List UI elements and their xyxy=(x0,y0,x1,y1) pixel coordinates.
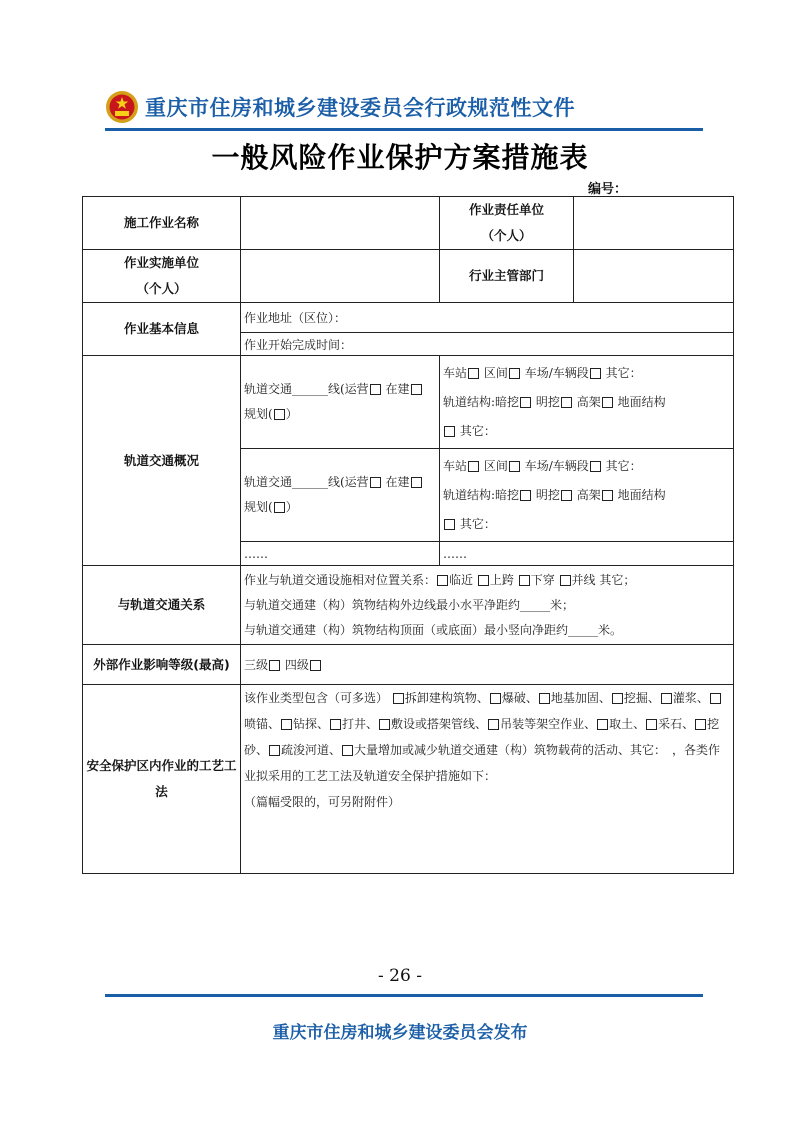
checkbox-dredge[interactable] xyxy=(269,745,280,756)
process-method-label: 安全保护区内作业的工艺工法 xyxy=(83,685,241,874)
pile-text: 打井、 xyxy=(342,717,379,731)
relation-line1: 作业与轨道交通设施相对位置关系： xyxy=(244,572,437,587)
elevated-text: 高架 xyxy=(576,487,601,502)
implementing-unit-label xyxy=(83,250,241,303)
checkbox-open-cut-2[interactable] xyxy=(561,490,572,501)
page-number: - 26 - xyxy=(378,966,422,986)
checkbox-stone[interactable] xyxy=(646,719,657,730)
checkbox-construction-2[interactable] xyxy=(411,477,422,488)
project-name-field[interactable] xyxy=(241,197,440,250)
level4-text: 四级 xyxy=(284,658,309,672)
relation-detail xyxy=(241,566,734,645)
responsible-unit-text: 作业责任单位 xyxy=(468,202,544,217)
row-impact xyxy=(83,645,734,685)
checkbox-drill[interactable] xyxy=(281,719,292,730)
risk-protection-form xyxy=(82,196,734,874)
other-structure-text: 其它： xyxy=(459,516,496,531)
rail-overview-label: 轨道交通概况 xyxy=(83,356,241,566)
row-relation xyxy=(83,566,734,645)
section-text: 区间 xyxy=(483,365,508,380)
checkbox-station-2[interactable] xyxy=(468,461,479,472)
checkbox-pipe[interactable] xyxy=(379,719,390,730)
ground-structure-text: 地面结构 xyxy=(617,394,666,409)
row-project xyxy=(83,197,734,250)
planned-text: 规划 xyxy=(244,407,269,421)
checkbox-elevated-2[interactable] xyxy=(602,490,613,501)
checkbox-blast[interactable] xyxy=(490,693,501,704)
station-text: 车站 xyxy=(443,458,468,473)
planned-text: 规划 xyxy=(244,500,269,514)
horizontal-distance-text: 与轨道交通建（构）筑物结构外边线最小水平净距约_____米； xyxy=(244,597,575,612)
project-name-label: 施工作业名称 xyxy=(83,197,241,250)
open-cut-text: 明挖 xyxy=(535,487,560,502)
implementing-unit-text: 作业实施单位 xyxy=(123,255,199,270)
implementing-unit-field[interactable] xyxy=(241,250,440,303)
more-lines-ellipsis: …… xyxy=(241,542,440,566)
checkbox-adjacent[interactable] xyxy=(437,575,448,586)
attachment-note: （篇幅受限的，可另附附件） xyxy=(244,795,401,809)
process-method-detail[interactable] xyxy=(241,685,734,874)
elevated-text: 高架 xyxy=(576,394,601,409)
grout-text: 灌浆、 xyxy=(672,691,709,705)
section-text: 区间 xyxy=(483,458,508,473)
foundation-text: 地基加固、 xyxy=(550,691,611,705)
industry-dept-label: 行业主管部门 xyxy=(440,250,574,303)
row-process xyxy=(83,685,734,874)
checkbox-crossing-over[interactable] xyxy=(478,575,489,586)
excavate-text: 挖掘、 xyxy=(623,691,660,705)
checkbox-section-2[interactable] xyxy=(509,461,520,472)
demolish-text: 拆卸建构筑物、 xyxy=(404,691,489,705)
header-rule xyxy=(105,128,703,131)
responsible-unit-label xyxy=(440,197,574,250)
time-field[interactable]: 作业开始完成时间： xyxy=(241,333,734,356)
structure-prefix: 轨道结构:暗挖 xyxy=(443,487,520,502)
checkbox-operating-1[interactable] xyxy=(370,384,381,395)
row-basic-info-1 xyxy=(83,303,734,333)
level3-text: 三级 xyxy=(244,658,269,672)
structure-prefix: 轨道结构:暗挖 xyxy=(443,394,520,409)
load-text: 大量增加或减少轨道交通建（构）筑物载荷的活动、其它： ，各类作业拟采用的工艺工法及轨道安全保护措施如下： xyxy=(244,743,721,783)
ground-structure-text: 地面结构 xyxy=(617,487,666,502)
checkbox-operating-2[interactable] xyxy=(370,477,381,488)
publisher-footer: 重庆市住房和城乡建设委员会发布 xyxy=(272,1023,528,1043)
process-intro: 该作业类型包含（可多选） xyxy=(244,691,389,705)
under-construction-text: 在建 xyxy=(385,475,410,489)
issuer-title: 重庆市住房和城乡建设委员会行政规范性文件 xyxy=(145,96,575,120)
other-relation-text: 其它； xyxy=(599,572,636,587)
checkbox-level4[interactable] xyxy=(310,660,321,671)
checkbox-shotcrete[interactable] xyxy=(710,693,721,704)
rail-line-prefix: 轨道交通______线(运营 xyxy=(244,382,369,396)
checkbox-crossing-under[interactable] xyxy=(519,575,530,586)
close-paren: ） xyxy=(285,500,298,514)
rail-line-1-status: 轨道交通______线(运营 在建 规划( ） xyxy=(241,356,440,449)
document-title: 一般风险作业保护方案措施表 xyxy=(211,141,589,174)
relation-label: 与轨道交通关系 xyxy=(83,566,241,645)
responsible-individual-text: （个人） xyxy=(481,228,532,243)
blast-text: 爆破、 xyxy=(501,691,538,705)
document-header xyxy=(105,86,705,128)
basic-info-label: 作业基本信息 xyxy=(83,303,241,356)
row-rail-line-1 xyxy=(83,356,734,449)
sand-text: 挖砂、 xyxy=(244,717,720,757)
crossing-over-text: 上跨 xyxy=(489,572,514,587)
rail-line-prefix: 轨道交通______线(运营 xyxy=(244,475,369,489)
rail-line-2-status: 轨道交通______线(运营 在建 规划( ） xyxy=(241,449,440,542)
crossing-under-text: 下穿 xyxy=(530,572,555,587)
checkbox-foundation[interactable] xyxy=(539,693,550,704)
impact-level-label: 外部作业影响等级(最高) xyxy=(83,645,241,685)
parallel-text: 并线 xyxy=(571,572,596,587)
checkbox-bored-2[interactable] xyxy=(520,490,531,501)
rail-line-1-detail xyxy=(440,356,734,449)
implementing-individual-text: （个人） xyxy=(136,281,187,296)
checkbox-ground-2[interactable] xyxy=(444,519,455,530)
checkbox-station-1[interactable] xyxy=(468,368,479,379)
drill-text: 钻探、 xyxy=(293,717,330,731)
checkbox-load[interactable] xyxy=(342,745,353,756)
other-structure-text: 其它： xyxy=(459,423,496,438)
checkbox-parallel[interactable] xyxy=(560,575,571,586)
serial-number-label: 编号： xyxy=(588,182,628,197)
checkbox-elevated-1[interactable] xyxy=(602,397,613,408)
checkbox-hoist[interactable] xyxy=(488,719,499,730)
vertical-distance-text: 与轨道交通建（构）筑物结构顶面（或底面）最小竖向净距约_____米。 xyxy=(244,622,623,637)
row-implementing xyxy=(83,250,734,303)
checkbox-excavate[interactable] xyxy=(612,693,623,704)
open-cut-text: 明挖 xyxy=(535,394,560,409)
national-emblem-icon xyxy=(105,90,139,124)
address-field[interactable]: 作业地址（区位）： xyxy=(241,303,734,333)
rail-line-2-detail xyxy=(440,449,734,542)
checkbox-ground-1[interactable] xyxy=(444,426,455,437)
responsible-unit-field[interactable] xyxy=(574,197,734,250)
adjacent-text: 临近 xyxy=(449,572,474,587)
checkbox-section-1[interactable] xyxy=(509,368,520,379)
checkbox-planned-2[interactable] xyxy=(274,502,285,513)
more-details-ellipsis: …… xyxy=(440,542,734,566)
checkbox-soil[interactable] xyxy=(597,719,608,730)
impact-level-options xyxy=(241,645,734,685)
soil-text: 取土、 xyxy=(609,717,646,731)
under-construction-text: 在建 xyxy=(385,382,410,396)
footer-rule xyxy=(105,994,703,997)
station-text: 车站 xyxy=(443,365,468,380)
depot-text: 车场/车辆段 xyxy=(524,365,589,380)
checkbox-depot-1[interactable] xyxy=(590,368,601,379)
checkbox-planned-1[interactable] xyxy=(274,409,285,420)
stone-text: 采石、 xyxy=(658,717,695,731)
checkbox-depot-2[interactable] xyxy=(590,461,601,472)
checkbox-construction-1[interactable] xyxy=(411,384,422,395)
hoist-text: 吊装等架空作业、 xyxy=(500,717,597,731)
checkbox-demolish[interactable] xyxy=(393,693,404,704)
pipe-text: 敷设或搭架管线、 xyxy=(391,717,488,731)
depot-text: 车场/车辆段 xyxy=(524,458,589,473)
close-paren: ） xyxy=(285,407,298,421)
dredge-text: 疏浚河道、 xyxy=(281,743,342,757)
other-text: 其它： xyxy=(605,458,642,473)
shotcrete-text: 喷锚、 xyxy=(244,717,281,731)
checkbox-bored-1[interactable] xyxy=(520,397,531,408)
industry-dept-field[interactable] xyxy=(574,250,734,303)
checkbox-open-cut-1[interactable] xyxy=(561,397,572,408)
other-text: 其它： xyxy=(605,365,642,380)
checkbox-grout[interactable] xyxy=(661,693,672,704)
checkbox-level3[interactable] xyxy=(269,660,280,671)
checkbox-pile[interactable] xyxy=(330,719,341,730)
checkbox-sand[interactable] xyxy=(695,719,706,730)
